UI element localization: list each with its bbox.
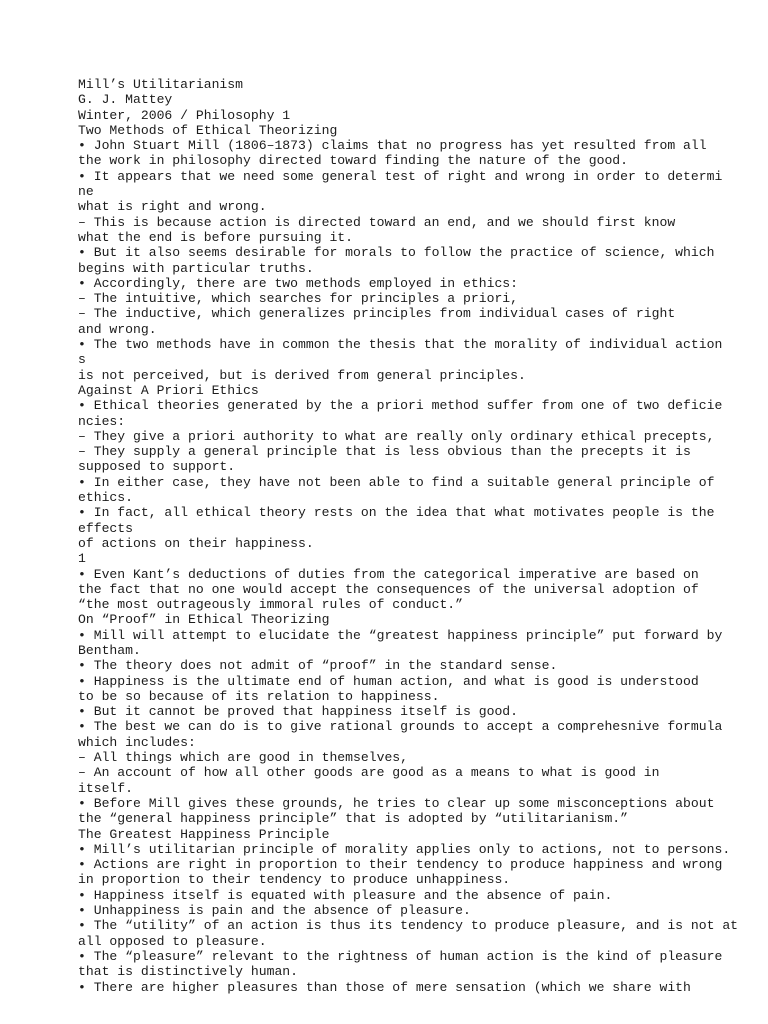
text-line: – This is because action is directed toward an end, and we should first know xyxy=(78,214,676,230)
text-line: the “general happiness principle” that is adopted by “utilitarianism.” xyxy=(78,811,629,827)
text-line: • Accordingly, there are two methods employed in ethics: xyxy=(78,275,519,291)
text-line: “the most outrageously immoral rules of conduct.” xyxy=(78,597,464,613)
text-line: supposed to support. xyxy=(78,459,236,475)
text-line: • The best we can do is to give rational grounds to accept a comprehesnive formula xyxy=(78,719,723,735)
text-line: of actions on their happiness. xyxy=(78,535,314,551)
text-line: • Mill’s utilitarian principle of morality applies only to actions, not to persons. xyxy=(78,841,731,857)
text-line: begins with particular truths. xyxy=(78,260,314,276)
text-line: On “Proof” in Ethical Theorizing xyxy=(78,612,330,628)
text-line: • Happiness itself is equated with pleasure and the absence of pain. xyxy=(78,887,613,903)
text-line: • Mill will attempt to elucidate the “greatest happiness principle” put forward by xyxy=(78,627,723,643)
text-line: 1 xyxy=(78,551,86,567)
text-line: – They give a priori authority to what are really only ordinary ethical precepts, xyxy=(78,428,715,444)
text-line: ne xyxy=(78,184,94,200)
text-line: is not perceived, but is derived from general principles. xyxy=(78,367,526,383)
text-line: – The intuitive, which searches for principles a priori, xyxy=(78,291,519,307)
text-line: what the end is before pursuing it. xyxy=(78,229,354,245)
document-text xyxy=(78,77,758,995)
text-line: • Even Kant’s deductions of duties from the categorical imperative are based on xyxy=(78,566,699,582)
text-line: • Actions are right in proportion to their tendency to produce happiness and wrong xyxy=(78,857,723,873)
text-line: ncies: xyxy=(78,413,126,429)
text-line: • The theory does not admit of “proof” in the standard sense. xyxy=(78,658,558,674)
text-line: Winter, 2006 / Philosophy 1 xyxy=(78,107,291,123)
text-line: – The inductive, which generalizes principles from individual cases of right xyxy=(78,306,676,322)
text-line: • The “pleasure” relevant to the rightness of human action is the kind of pleasure xyxy=(78,948,723,964)
text-line: that is distinctively human. xyxy=(78,964,299,980)
text-line: • Ethical theories generated by the a priori method suffer from one of two deficie xyxy=(78,398,723,414)
text-line: Against A Priori Ethics xyxy=(78,382,259,398)
text-line: ethics. xyxy=(78,490,134,506)
text-line: and wrong. xyxy=(78,321,157,337)
text-line: • The two methods have in common the thesis that the morality of individual action xyxy=(78,337,723,353)
text-line: to be so because of its relation to happiness. xyxy=(78,688,440,704)
text-line: – They supply a general principle that is less obvious than the precepts it is xyxy=(78,444,691,460)
text-line: what is right and wrong. xyxy=(78,199,267,215)
text-line: G. J. Mattey xyxy=(78,92,173,108)
text-line: • But it cannot be proved that happiness itself is good. xyxy=(78,704,519,720)
text-line: effects xyxy=(78,520,134,536)
text-line: Mill’s Utilitarianism xyxy=(78,77,244,92)
text-line: • Unhappiness is pain and the absence of pleasure. xyxy=(78,903,471,919)
text-line: in proportion to their tendency to produce unhappiness. xyxy=(78,872,511,888)
text-line: • There are higher pleasures than those of mere sensation (which we share with xyxy=(78,979,691,995)
text-line: all opposed to pleasure. xyxy=(78,933,267,949)
text-line: • In fact, all ethical theory rests on the idea that what motivates people is the xyxy=(78,505,715,521)
text-line: itself. xyxy=(78,780,134,796)
text-line: – An account of how all other goods are good as a means to what is good in xyxy=(78,765,660,781)
text-line: • The “utility” of an action is thus its tendency to produce pleasure, and is not at xyxy=(78,918,739,934)
text-line: The Greatest Happiness Principle xyxy=(78,826,330,842)
text-line: s xyxy=(78,352,86,368)
text-line: • John Stuart Mill (1806–1873) claims that no progress has yet resulted from all xyxy=(78,138,707,154)
text-line: Two Methods of Ethical Theorizing xyxy=(78,122,338,138)
text-line: the work in philosophy directed toward finding the nature of the good. xyxy=(78,153,629,169)
text-line: Bentham. xyxy=(78,642,141,658)
text-line: • It appears that we need some general test of right and wrong in order to determi xyxy=(78,168,723,184)
text-line: the fact that no one would accept the consequences of the universal adoption of xyxy=(78,581,699,597)
text-line: • In either case, they have not been able to find a suitable general principle of xyxy=(78,474,715,490)
text-line: • Happiness is the ultimate end of human action, and what is good is understood xyxy=(78,673,699,689)
text-line: • Before Mill gives these grounds, he tries to clear up some misconceptions about xyxy=(78,795,715,811)
text-line: which includes: xyxy=(78,734,196,750)
text-line: • But it also seems desirable for morals to follow the practice of science, which xyxy=(78,245,715,261)
text-line: – All things which are good in themselves, xyxy=(78,750,409,766)
